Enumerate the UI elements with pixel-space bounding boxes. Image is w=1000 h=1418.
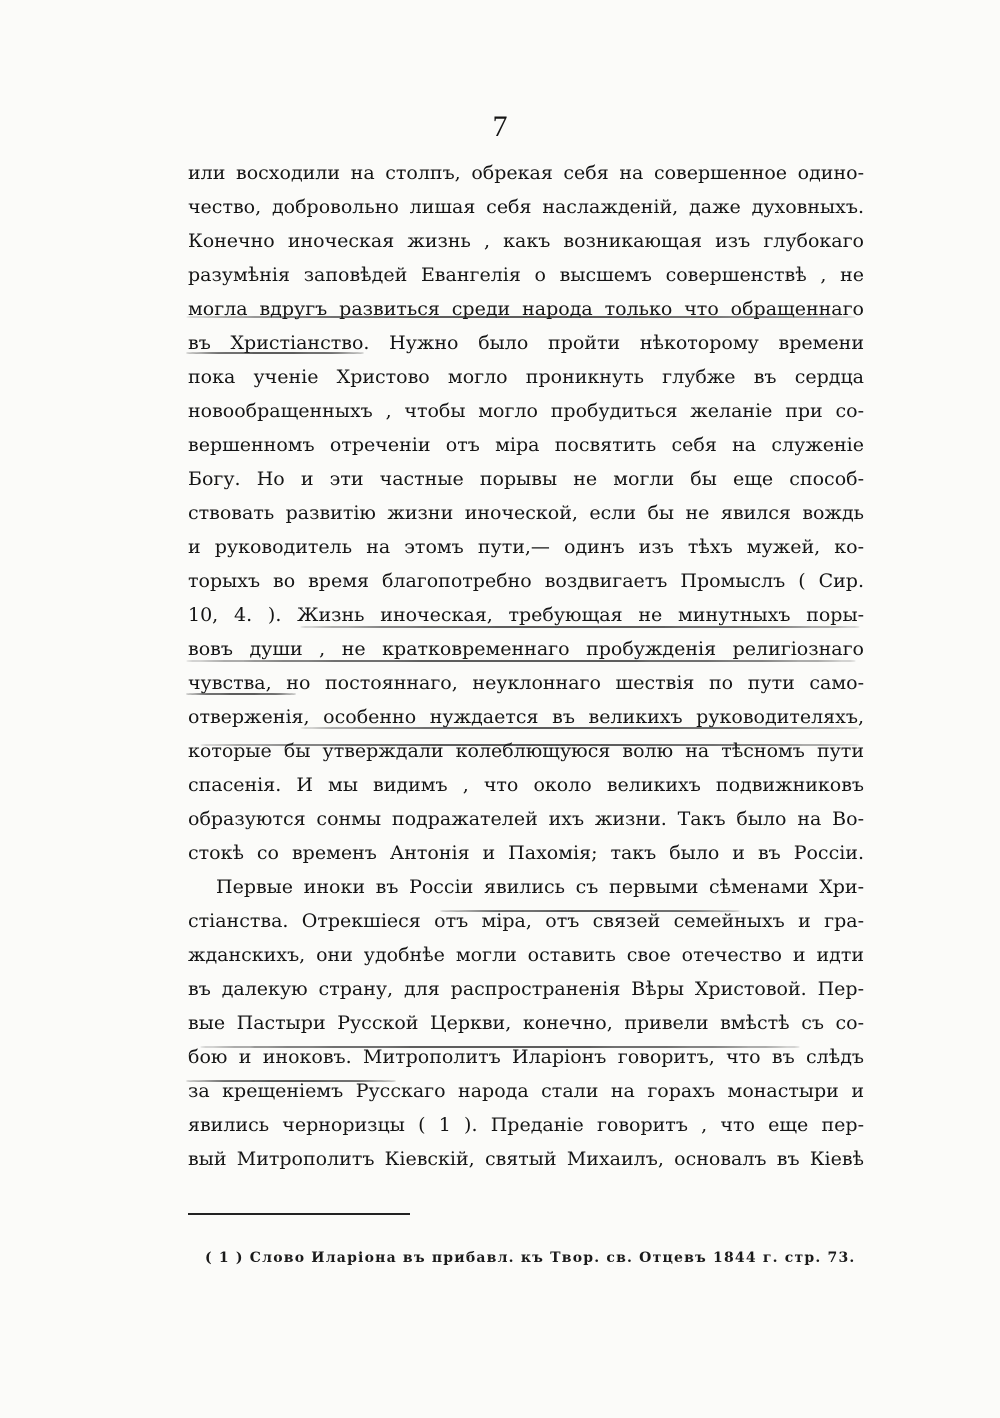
pencil-underline [300,727,860,729]
text-line: торыхъ во время благопотребно воздвигаетъ Промыслъ ( Сир. [188,570,864,592]
text-line: новообращенныхъ , чтобы могло пробудиться желаніе при со- [188,400,864,422]
text-line: образуются сонмы подражателей ихъ жизни. Такъ было на Во- [188,808,864,830]
text-line: которые бы утверждали колеблющуюся волю на тѣсномъ пути [188,740,864,762]
pencil-underline [186,352,364,354]
text-line: явились черноризцы ( 1 ). Преданіе говоритъ , что еще пер- [188,1114,864,1136]
text-line: за крещеніемъ Русскаго народа стали на горахъ монастыри и [188,1080,864,1102]
pencil-underline [186,316,856,318]
text-line: въ Христіанство. Нужно было пройти нѣкоторому времени [188,332,864,354]
pencil-underline [186,693,296,695]
pencil-underline [186,1080,396,1082]
text-line: ствовать развитію жизни иноческой, если бы не явился вождь [188,502,864,524]
text-line: чество, добровольно лишая себя наслажденій, даже духовныхъ. [188,196,864,218]
text-line: вый Митрополитъ Кіевскій, святый Михаилъ, основалъ въ Кіевѣ [188,1148,864,1170]
text-line: и руководитель на этомъ пути,— одинъ изъ тѣхъ мужей, ко- [188,536,864,558]
text-line: въ далекую страну, для распространенія Вѣры Христовой. Пер- [188,978,864,1000]
text-line: или восходили на столпъ, обрекая себя на совершенное одино- [188,162,864,184]
text-line: пока ученіе Христово могло проникнуть глубже въ сердца [188,366,864,388]
pencil-underline [186,660,856,662]
text-line: спасенія. И мы видимъ , что около великихъ подвижниковъ [188,774,864,796]
footnote: ( 1 ) Слово Иларіона въ прибавл. къ Твор. св. Отцевъ 1844 г. стр. 73. [205,1250,856,1266]
text-line: стокѣ со временъ Антонія и Пахомія; такъ было и въ Россіи. [188,842,864,864]
pencil-underline [200,1046,800,1048]
text-line: бою и иноковъ. Митрополитъ Иларіонъ говоритъ, что въ слѣдъ [188,1046,864,1068]
paragraph-1 [188,156,864,870]
text-line: разумѣнія заповѣдей Евангелія о высшемъ совершенствѣ , не [188,264,864,286]
text-line: вовъ души , не кратковременнаго пробужденія религіознаго [188,638,864,660]
text-line: вые Пастыри Русской Церкви, конечно, привели вмѣстѣ съ со- [188,1012,864,1034]
pencil-underline [440,910,740,912]
text-line: Богу. Но и эти частные порывы не могли бы еще способ- [188,468,864,490]
pencil-underline [200,744,860,746]
page-number: 7 [492,110,508,143]
paragraph-2 [188,870,864,1176]
footnote-rule [188,1213,410,1215]
text-line: чувства, но постояннаго, неуклоннаго шествія по пути само- [188,672,864,694]
text-line: Первые иноки въ Россіи явились съ первыми сѣменами Хри- [216,876,864,898]
text-line: могла вдругъ развиться среди народа только что обращеннаго [188,298,864,320]
text-line: 10, 4. ). Жизнь иноческая, требующая не минутныхъ поры- [188,604,864,626]
pencil-underline [300,626,860,628]
text-line: отверженія, особенно нуждается въ великихъ руководителяхъ, [188,706,864,728]
text-line: жданскихъ, они удобнѣе могли оставить свое отечество и идти [188,944,864,966]
text-line: Конечно иноческая жизнь , какъ возникающая изъ глубокаго [188,230,864,252]
text-line: вершенномъ отреченіи отъ міра посвятить себя на служеніе [188,434,864,456]
text-line: стіанства. Отрекшіеся отъ міра, отъ связей семейныхъ и гра- [188,910,864,932]
